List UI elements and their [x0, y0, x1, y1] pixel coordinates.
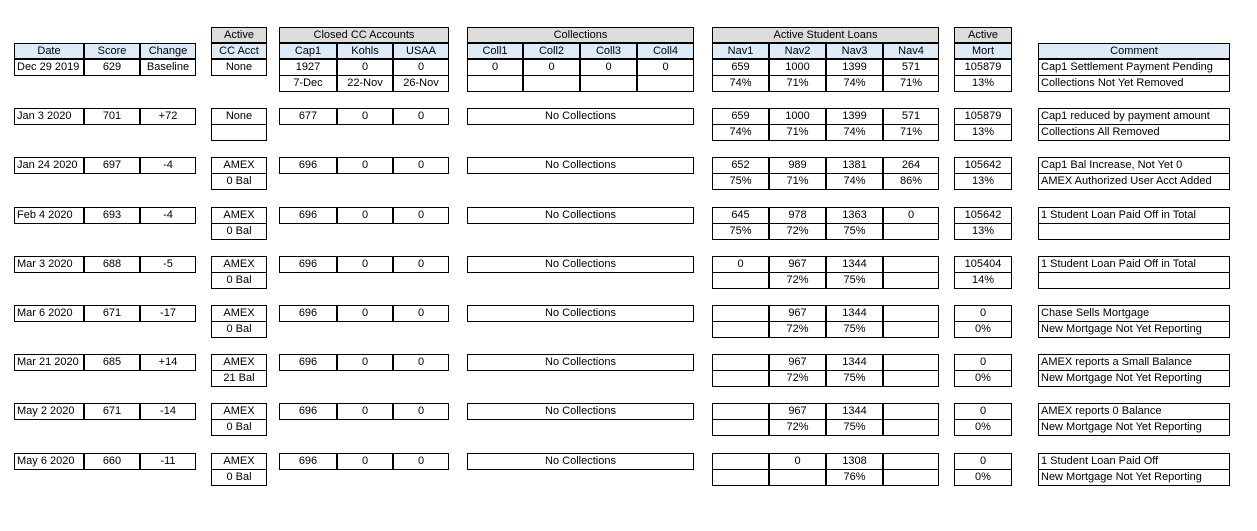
col-header-nav3: Nav3 — [826, 43, 883, 59]
record-coll2-sub — [523, 76, 580, 92]
record-coll3: 0 — [580, 59, 637, 76]
record-active-cc-balance: 0 Bal — [211, 174, 267, 190]
record-nav3-pct: 74% — [826, 174, 883, 190]
record-usaa-date: 26-Nov — [393, 76, 449, 92]
record-nav4-pct — [883, 273, 939, 289]
record-coll4-sub — [637, 76, 694, 92]
col-header-cc-acct: CC Acct — [211, 43, 267, 59]
record-nav3: 1399 — [826, 108, 883, 125]
record-mortgage-pct: 0% — [954, 470, 1012, 486]
record-coll4: 0 — [637, 59, 694, 76]
record-cap1: 696 — [279, 207, 337, 224]
record-mortgage-pct: 0% — [954, 322, 1012, 338]
record-collections-status: No Collections — [467, 403, 694, 420]
record-kohls: 0 — [337, 305, 393, 322]
record-comment-line1: 1 Student Loan Paid Off — [1038, 453, 1230, 470]
record-nav2: 967 — [769, 403, 826, 420]
record-nav4-pct — [883, 224, 939, 240]
record-change: -14 — [140, 403, 196, 420]
record-nav1 — [712, 305, 769, 322]
record-nav3-pct: 75% — [826, 322, 883, 338]
record-comment-line2: New Mortgage Not Yet Reporting — [1038, 420, 1230, 436]
record-nav1: 645 — [712, 207, 769, 224]
col-header-kohls: Kohls — [337, 43, 393, 59]
record-nav2-pct — [769, 470, 826, 486]
record-nav4-pct: 71% — [883, 125, 939, 141]
record-nav3: 1381 — [826, 157, 883, 174]
record-nav1: 0 — [712, 256, 769, 273]
record-change: -5 — [140, 256, 196, 273]
record-date: Feb 4 2020 — [14, 207, 84, 224]
record-nav2-pct: 72% — [769, 224, 826, 240]
record-comment-line2: Collections Not Yet Removed — [1038, 76, 1230, 92]
record-nav1-pct: 75% — [712, 174, 769, 190]
record-nav1: 659 — [712, 108, 769, 125]
record-cap1: 1927 — [279, 59, 337, 76]
record-usaa: 0 — [393, 207, 449, 224]
record-active-cc-balance: 21 Bal — [211, 371, 267, 387]
record-nav2-pct: 71% — [769, 76, 826, 92]
record-nav4 — [883, 354, 939, 371]
record-cap1-date: 7-Dec — [279, 76, 337, 92]
record-usaa: 0 — [393, 403, 449, 420]
record-active-cc-balance: 0 Bal — [211, 273, 267, 289]
record-nav3-pct: 76% — [826, 470, 883, 486]
record-cap1: 677 — [279, 108, 337, 125]
record-nav1-pct — [712, 273, 769, 289]
record-active-cc: None — [211, 59, 267, 76]
record-cap1: 696 — [279, 305, 337, 322]
record-comment-line2 — [1038, 224, 1230, 240]
record-comment-line1: AMEX reports 0 Balance — [1038, 403, 1230, 420]
record-date: Jan 24 2020 — [14, 157, 84, 174]
record-comment-line2 — [1038, 273, 1230, 289]
header-collections: Collections — [467, 27, 694, 43]
col-header-mort: Mort — [954, 43, 1012, 59]
record-nav2-pct: 72% — [769, 420, 826, 436]
col-header-coll4: Coll4 — [637, 43, 694, 59]
record-comment-line2: AMEX Authorized User Acct Added — [1038, 174, 1230, 190]
record-date: Mar 6 2020 — [14, 305, 84, 322]
record-comment-line1: Chase Sells Mortgage — [1038, 305, 1230, 322]
record-nav1 — [712, 354, 769, 371]
record-active-cc: AMEX — [211, 207, 267, 224]
record-score: 629 — [84, 59, 140, 76]
record-mortgage: 0 — [954, 403, 1012, 420]
record-kohls: 0 — [337, 403, 393, 420]
record-nav3-pct: 75% — [826, 371, 883, 387]
record-change: -17 — [140, 305, 196, 322]
record-change: +72 — [140, 108, 196, 125]
record-nav1-pct — [712, 470, 769, 486]
record-cap1: 696 — [279, 354, 337, 371]
record-nav2: 0 — [769, 453, 826, 470]
record-coll1-sub — [467, 76, 523, 92]
record-nav3: 1399 — [826, 59, 883, 76]
record-nav1: 652 — [712, 157, 769, 174]
record-mortgage: 0 — [954, 305, 1012, 322]
record-cap1: 696 — [279, 453, 337, 470]
record-score: 671 — [84, 403, 140, 420]
record-kohls-date: 22-Nov — [337, 76, 393, 92]
record-nav4 — [883, 453, 939, 470]
record-score: 688 — [84, 256, 140, 273]
record-nav3-pct: 74% — [826, 76, 883, 92]
record-nav2: 967 — [769, 354, 826, 371]
record-collections-status: No Collections — [467, 354, 694, 371]
record-nav2: 978 — [769, 207, 826, 224]
record-nav2-pct: 71% — [769, 125, 826, 141]
record-date: Jan 3 2020 — [14, 108, 84, 125]
record-active-cc-balance — [211, 125, 267, 141]
record-usaa: 0 — [393, 354, 449, 371]
record-mortgage: 0 — [954, 453, 1012, 470]
record-nav1-pct: 74% — [712, 76, 769, 92]
record-cap1: 696 — [279, 256, 337, 273]
record-kohls: 0 — [337, 108, 393, 125]
record-comment-line1: Cap1 Settlement Payment Pending — [1038, 59, 1230, 76]
record-active-cc: AMEX — [211, 157, 267, 174]
record-change: -4 — [140, 207, 196, 224]
col-header-nav4: Nav4 — [883, 43, 939, 59]
record-nav3: 1308 — [826, 453, 883, 470]
record-comment-line2: Collections All Removed — [1038, 125, 1230, 141]
record-usaa: 0 — [393, 453, 449, 470]
record-nav2: 1000 — [769, 108, 826, 125]
record-nav3: 1344 — [826, 305, 883, 322]
col-header-change: Change — [140, 43, 196, 59]
record-usaa: 0 — [393, 157, 449, 174]
header-active-cc-top: Active — [211, 27, 267, 43]
record-nav1 — [712, 453, 769, 470]
record-active-cc-balance: 0 Bal — [211, 322, 267, 338]
record-score: 697 — [84, 157, 140, 174]
record-score: 701 — [84, 108, 140, 125]
record-mortgage: 105404 — [954, 256, 1012, 273]
record-mortgage-pct: 13% — [954, 125, 1012, 141]
col-header-coll1: Coll1 — [467, 43, 523, 59]
col-header-nav2: Nav2 — [769, 43, 826, 59]
record-comment-line2: New Mortgage Not Yet Reporting — [1038, 322, 1230, 338]
record-nav4-pct — [883, 470, 939, 486]
record-comment-line1: 1 Student Loan Paid Off in Total — [1038, 256, 1230, 273]
record-active-cc-balance: 0 Bal — [211, 470, 267, 486]
record-nav2: 967 — [769, 305, 826, 322]
record-date: May 2 2020 — [14, 403, 84, 420]
record-score: 693 — [84, 207, 140, 224]
record-nav4-pct — [883, 371, 939, 387]
record-nav4-pct: 71% — [883, 76, 939, 92]
record-collections-status: No Collections — [467, 305, 694, 322]
record-nav2: 967 — [769, 256, 826, 273]
record-nav4: 571 — [883, 59, 939, 76]
record-date: May 6 2020 — [14, 453, 84, 470]
record-cap1: 696 — [279, 157, 337, 174]
record-comment-line1: Cap1 Bal Increase, Not Yet 0 — [1038, 157, 1230, 174]
record-comment-line1: 1 Student Loan Paid Off in Total — [1038, 207, 1230, 224]
record-nav2: 1000 — [769, 59, 826, 76]
col-header-score: Score — [84, 43, 140, 59]
record-nav4: 0 — [883, 207, 939, 224]
record-kohls: 0 — [337, 207, 393, 224]
record-comment-line1: AMEX reports a Small Balance — [1038, 354, 1230, 371]
header-closed-cc-accounts: Closed CC Accounts — [279, 27, 449, 43]
record-mortgage-pct: 0% — [954, 420, 1012, 436]
record-nav4-pct — [883, 420, 939, 436]
record-change: -4 — [140, 157, 196, 174]
col-header-coll2: Coll2 — [523, 43, 580, 59]
header-active-mort-top: Active — [954, 27, 1012, 43]
record-collections-status: No Collections — [467, 256, 694, 273]
record-collections-status: No Collections — [467, 207, 694, 224]
record-active-cc: AMEX — [211, 354, 267, 371]
record-nav1-pct — [712, 420, 769, 436]
record-nav4: 571 — [883, 108, 939, 125]
col-header-cap1: Cap1 — [279, 43, 337, 59]
record-comment-line2: New Mortgage Not Yet Reporting — [1038, 470, 1230, 486]
record-change: Baseline — [140, 59, 196, 76]
record-nav1: 659 — [712, 59, 769, 76]
record-nav1-pct — [712, 322, 769, 338]
record-nav3: 1363 — [826, 207, 883, 224]
record-date: Mar 21 2020 — [14, 354, 84, 371]
record-nav3-pct: 75% — [826, 224, 883, 240]
record-mortgage-pct: 13% — [954, 76, 1012, 92]
record-comment-line2: New Mortgage Not Yet Reporting — [1038, 371, 1230, 387]
record-score: 685 — [84, 354, 140, 371]
col-header-coll3: Coll3 — [580, 43, 637, 59]
record-usaa: 0 — [393, 59, 449, 76]
record-nav4 — [883, 403, 939, 420]
record-nav4: 264 — [883, 157, 939, 174]
record-nav1-pct: 75% — [712, 224, 769, 240]
record-mortgage-pct: 13% — [954, 224, 1012, 240]
record-coll3-sub — [580, 76, 637, 92]
record-nav4-pct: 86% — [883, 174, 939, 190]
record-nav2-pct: 72% — [769, 273, 826, 289]
record-mortgage-pct: 13% — [954, 174, 1012, 190]
record-nav3: 1344 — [826, 256, 883, 273]
record-nav1-pct: 74% — [712, 125, 769, 141]
record-nav3-pct: 74% — [826, 125, 883, 141]
record-kohls: 0 — [337, 453, 393, 470]
record-nav3-pct: 75% — [826, 273, 883, 289]
record-kohls: 0 — [337, 157, 393, 174]
record-cap1: 696 — [279, 403, 337, 420]
col-header-comment: Comment — [1038, 43, 1230, 59]
record-mortgage: 105879 — [954, 108, 1012, 125]
record-nav1 — [712, 403, 769, 420]
header-active-student-loans: Active Student Loans — [712, 27, 939, 43]
record-nav4 — [883, 256, 939, 273]
record-mortgage: 105642 — [954, 157, 1012, 174]
record-mortgage-pct: 0% — [954, 371, 1012, 387]
record-nav2: 989 — [769, 157, 826, 174]
record-mortgage-pct: 14% — [954, 273, 1012, 289]
record-nav2-pct: 72% — [769, 322, 826, 338]
record-active-cc: AMEX — [211, 403, 267, 420]
col-header-usaa: USAA — [393, 43, 449, 59]
record-mortgage: 105642 — [954, 207, 1012, 224]
record-nav1-pct — [712, 371, 769, 387]
record-active-cc: AMEX — [211, 453, 267, 470]
record-active-cc-balance: 0 Bal — [211, 224, 267, 240]
col-header-nav1: Nav1 — [712, 43, 769, 59]
record-nav3: 1344 — [826, 354, 883, 371]
record-nav3-pct: 75% — [826, 420, 883, 436]
record-coll1: 0 — [467, 59, 523, 76]
record-mortgage: 105879 — [954, 59, 1012, 76]
record-kohls: 0 — [337, 59, 393, 76]
record-usaa: 0 — [393, 305, 449, 322]
record-date: Dec 29 2019 — [14, 59, 84, 76]
record-coll2: 0 — [523, 59, 580, 76]
record-collections-status: No Collections — [467, 157, 694, 174]
record-active-cc-balance: 0 Bal — [211, 420, 267, 436]
record-change: +14 — [140, 354, 196, 371]
record-collections-status: No Collections — [467, 108, 694, 125]
record-nav4-pct — [883, 322, 939, 338]
record-date: Mar 3 2020 — [14, 256, 84, 273]
record-score: 671 — [84, 305, 140, 322]
record-score: 660 — [84, 453, 140, 470]
record-mortgage: 0 — [954, 354, 1012, 371]
record-change: -11 — [140, 453, 196, 470]
record-collections-status: No Collections — [467, 453, 694, 470]
record-usaa: 0 — [393, 108, 449, 125]
record-active-cc: AMEX — [211, 305, 267, 322]
record-kohls: 0 — [337, 256, 393, 273]
record-nav4 — [883, 305, 939, 322]
record-nav2-pct: 72% — [769, 371, 826, 387]
record-usaa: 0 — [393, 256, 449, 273]
record-comment-line1: Cap1 reduced by payment amount — [1038, 108, 1230, 125]
record-nav3: 1344 — [826, 403, 883, 420]
record-kohls: 0 — [337, 354, 393, 371]
col-header-date: Date — [14, 43, 84, 59]
record-active-cc: AMEX — [211, 256, 267, 273]
record-nav2-pct: 71% — [769, 174, 826, 190]
record-active-cc: None — [211, 108, 267, 125]
